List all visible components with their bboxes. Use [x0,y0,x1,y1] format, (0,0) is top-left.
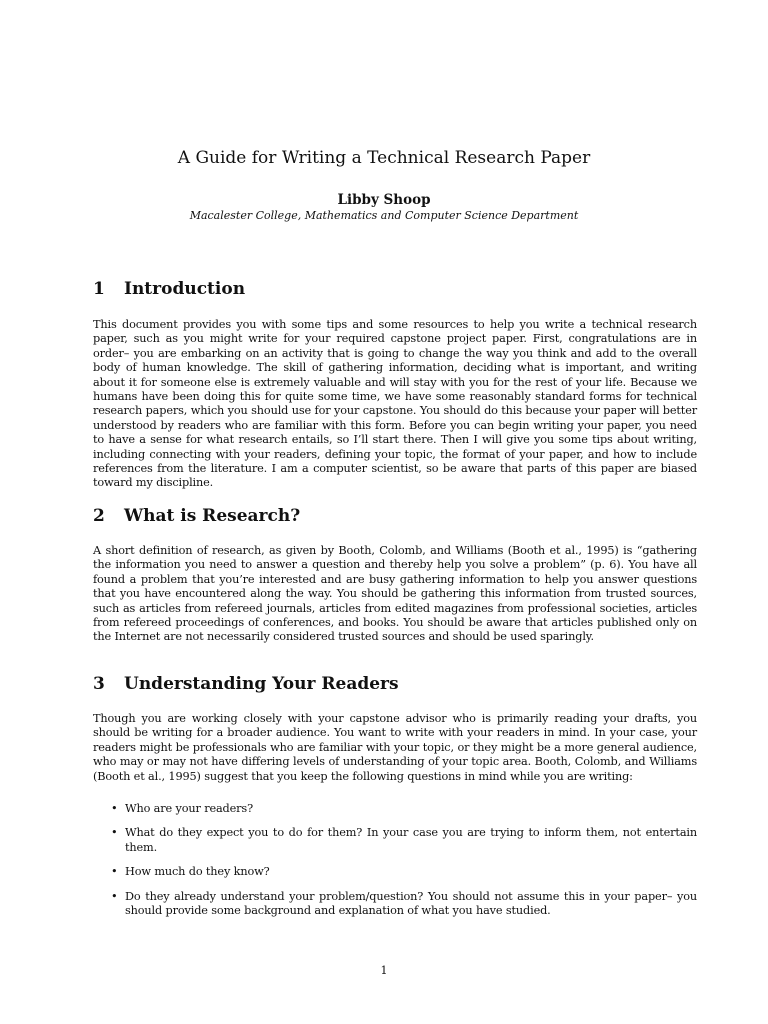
section-number: 2 [93,506,105,526]
list-item-text: Do they already understand your problem/question? You should not assume this in your paper– you should provide some background and explanation of what you have studied. [125,889,697,918]
bullet-icon: • [111,865,118,879]
bullet-icon: • [111,826,118,840]
introduction-paragraph: This document provides you with some tips and some resources to help you write a technical research paper, such as you might write for your required capstone project paper. First, congratulations are in order– you are embarking on an activity that is going to change the way you think and add to the overall body of human knowledge. The skill of gathering information, deciding what is important, and writing about it for someone else is extremely valuable and will stay with you for the rest of your life. Because we humans have been doing this for quite some time, we have some reasonably standard forms for technical research papers, which you should use for your capstone. You should do this because your paper will better understood by readers who are familiar with this form. Before you can begin writing your paper, you need to have a sense for what research entails, so I’ll start there. Then I will give you some tips about writing, including connecting with your readers, defining your topic, the format of your paper, and how to include references from the literature. I am a computer scientist, so be aware that parts of this paper are biased toward my discipline. [93,318,697,490]
bullet-icon: • [111,802,118,815]
section-title: Understanding Your Readers [124,674,399,694]
list-item [93,890,697,919]
list-item [93,826,697,855]
list-item [93,865,697,879]
list-item-text: Who are your readers? [125,802,253,815]
reader-questions-list [93,802,697,928]
list-item-text: How much do they know? [125,865,270,879]
list-item [93,802,697,816]
paper-title: A Guide for Writing a Technical Research Paper [177,148,591,168]
section-heading-understanding-readers [93,673,399,695]
page-number: 1 [380,964,388,977]
section-number: 3 [93,674,105,694]
author-name: Libby Shoop [337,192,431,208]
section-heading-what-is-research [93,505,300,527]
list-item-text: What do they expect you to do for them? In your case you are trying to inform them, not entertain them. [125,826,697,854]
research-paragraph: A short definition of research, as given by Booth, Colomb, and Williams (Booth et al., 1995) is “gathering the information you need to answer a question and thereby help you solve a problem” (p. 6). You have all found a problem that you’re interested and are busy gathering information to help you answer questions that you have encountered along the way. You should be gathering this information from trusted sources, such as articles from refereed journals, articles from edited magazines from professional societies, articles from refereed proceedings of conferences, and books. You should be aware that articles published only on the Internet are not necessarily considered trusted sources and should be used sparingly. [93,544,697,644]
section-heading-introduction [93,278,245,300]
section-title: What is Research? [124,506,301,526]
section-title: Introduction [124,279,246,299]
bullet-icon: • [111,889,118,903]
readers-paragraph: Though you are working closely with your capstone advisor who is primarily reading your drafts, you should be writing for a broader audience. You want to write with your readers in mind. In your case, your readers might be professionals who are familiar with your topic, or they might be a more general audience, who may or may not have differing levels of understanding of your topic area. Booth, Colomb, and Williams (Booth et al., 1995) suggest that you keep the following questions in mind while you are writing: [93,712,697,783]
section-number: 1 [93,279,105,299]
author-affiliation: Macalester College, Mathematics and Computer Science Department [189,209,579,222]
